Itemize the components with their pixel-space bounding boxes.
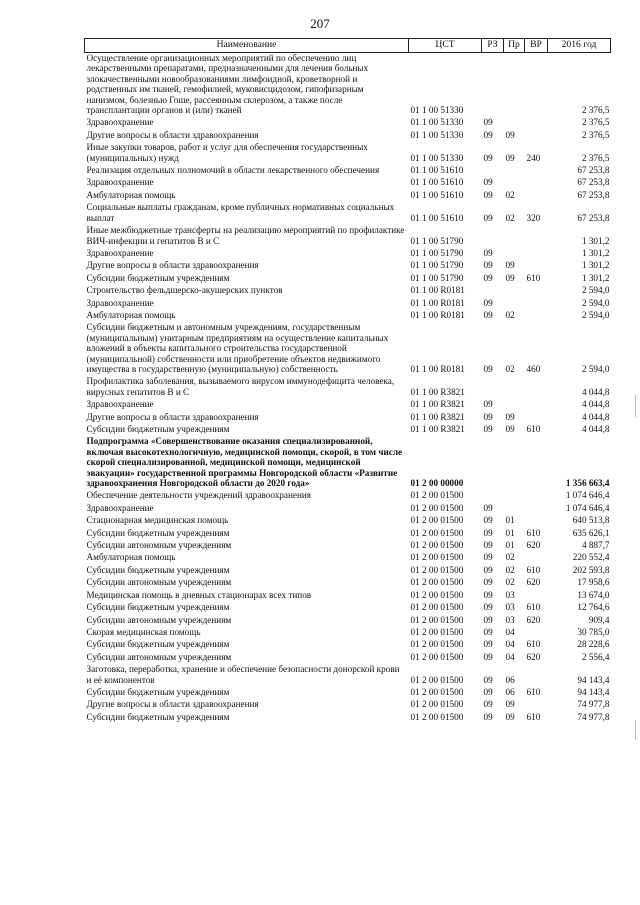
- cell-sum: 67 253,8: [577, 212, 610, 223]
- table-row: [85, 503, 611, 515]
- cell-name: Здравоохранение: [86, 502, 154, 513]
- cell-vr: [525, 699, 548, 711]
- cell-sum: 4 044,8: [581, 386, 610, 397]
- cell-rz: 09: [483, 711, 493, 722]
- cell-sum: 4 044,8: [581, 399, 610, 410]
- cell-cst: 01 2 00 01500: [410, 686, 464, 697]
- cell-cst: 01 2 00 01500: [410, 577, 464, 588]
- cell-cst: 01 2 00 01500: [410, 552, 464, 563]
- table-row: [85, 165, 611, 177]
- cell-cst: 01 1 00 51610: [410, 165, 464, 176]
- table-row: [85, 298, 611, 310]
- cell-cst: 01 1 00 R0181: [410, 363, 465, 374]
- cell-vr: [525, 165, 548, 177]
- cell-rz: 09: [483, 189, 493, 200]
- cell-cst: 01 1 00 51790: [410, 235, 464, 246]
- cell-cst: 01 1 00 51330: [410, 117, 464, 128]
- cell-pr: [504, 285, 525, 297]
- cell-pr: [504, 248, 525, 260]
- cell-rz: 09: [483, 589, 493, 600]
- cell-cst: 01 1 00 51790: [410, 260, 464, 271]
- cell-cst: 01 2 00 01500: [410, 711, 464, 722]
- page-number: 207: [310, 16, 330, 31]
- table-row: [85, 615, 611, 627]
- cell-vr: [525, 177, 548, 189]
- table-row: [85, 436, 611, 490]
- cell-pr: 03: [505, 602, 515, 613]
- cell-cst: 01 2 00 01500: [410, 502, 464, 513]
- cell-pr: [504, 490, 525, 502]
- cell-name: Реализация отдельных полномочий в области лекарственного обеспечения: [86, 165, 380, 176]
- cell-vr: [525, 515, 548, 527]
- cell-sum: 909,4: [588, 614, 610, 625]
- cell-name: Субсидии бюджетным учреждениям: [86, 711, 230, 722]
- cell-pr: [504, 177, 525, 189]
- cell-pr: [504, 298, 525, 310]
- cell-cst: 01 1 00 R3821: [410, 399, 465, 410]
- cell-rz: 09: [483, 686, 493, 697]
- cell-vr: 240: [526, 152, 541, 163]
- cell-rz: 09: [483, 260, 493, 271]
- cell-name: Подпрограмма «Совершенствование оказания специализированной, включая высокотехнологичную, медицинской помощи, скорой, в том числе скорой специализированной, медицинской помощи, медицинской эвакуации» государственной программы Новгородской области «Развитие здравоохранения Новгородской области до 2020 года»: [86, 436, 403, 489]
- cell-sum: 4 044,8: [581, 411, 610, 422]
- cell-name: Субсидии автономным учреждениям: [86, 540, 232, 551]
- header-name: Наименование: [85, 39, 409, 53]
- table-row: [85, 552, 611, 564]
- cell-pr: 01: [505, 527, 515, 538]
- cell-vr: [525, 552, 548, 564]
- cell-rz: [482, 436, 504, 490]
- cell-vr: 610: [526, 527, 541, 538]
- cell-cst: 01 2 00 01500: [410, 699, 464, 710]
- table-row: [85, 399, 611, 411]
- cell-sum: 1 301,2: [581, 272, 610, 283]
- cell-pr: 09: [505, 424, 515, 434]
- cell-pr: 09: [505, 411, 515, 422]
- cell-pr: [504, 503, 525, 515]
- cell-pr: 04: [505, 651, 515, 662]
- cell-pr: 02: [505, 212, 515, 223]
- cell-cst: 01 1 00 R3821: [410, 411, 465, 422]
- cell-vr: 460: [526, 363, 541, 374]
- cell-cst: 01 2 00 01500: [410, 639, 464, 650]
- cell-name: Субсидии бюджетным учреждениям: [86, 272, 230, 283]
- cell-rz: 09: [483, 212, 493, 223]
- table-row: [85, 490, 611, 502]
- cell-cst: 01 2 00 01500: [410, 527, 464, 538]
- table-row: [85, 627, 611, 639]
- cell-pr: 06: [505, 686, 515, 697]
- cell-sum: 2 376,5: [581, 152, 610, 163]
- cell-name: Субсидии бюджетным и автономным учреждениям, государственным (муниципальным) унитарным предприятиям на осуществление капитальных вложений в объекты капитального строительства государственной (муниципальной) собственности или приобретение объектов недвижимого имущества в государственную (муниципальную) собственность: [86, 322, 389, 374]
- cell-rz: 09: [483, 297, 493, 308]
- cell-sum: 220 552,4: [572, 552, 610, 563]
- cell-sum: 94 143,4: [577, 686, 610, 697]
- cell-pr: 09: [505, 711, 515, 722]
- cell-rz: 09: [483, 502, 493, 513]
- cell-vr: [525, 490, 548, 502]
- cell-cst: 01 1 00 51790: [410, 272, 464, 283]
- cell-cst: 01 1 00 51790: [410, 247, 464, 258]
- cell-name: Иные закупки товаров, работ и услуг для обеспечения государственных (муниципальных) нужд: [86, 142, 368, 163]
- cell-rz: 09: [483, 152, 493, 163]
- cell-cst: 01 2 00 01500: [410, 614, 464, 625]
- cell-sum: 1 301,2: [581, 247, 610, 258]
- cell-vr: 620: [526, 614, 541, 625]
- cell-name: Другие вопросы в области здравоохранения: [86, 411, 259, 422]
- cell-name: Скорая медицинская помощь: [86, 626, 201, 637]
- cell-vr: 610: [526, 686, 541, 697]
- cell-cst: 01 1 00 R0181: [410, 297, 465, 308]
- cell-name: Субсидии бюджетным учреждениям: [86, 686, 230, 697]
- cell-pr: 09: [505, 699, 515, 710]
- cell-sum: 2 594,0: [581, 285, 610, 296]
- cell-vr: [525, 627, 548, 639]
- cell-rz: 09: [483, 177, 493, 188]
- cell-sum: 12 764,6: [577, 602, 610, 613]
- cell-pr: 04: [505, 639, 515, 650]
- table-row: [85, 376, 611, 399]
- cell-pr: 03: [505, 614, 515, 625]
- cell-rz: 09: [483, 363, 493, 374]
- cell-cst: 01 2 00 01500: [410, 540, 464, 551]
- header-rz: РЗ: [482, 39, 504, 53]
- table-row: [85, 639, 611, 651]
- cell-vr: [525, 248, 548, 260]
- cell-rz: 09: [483, 309, 493, 320]
- cell-sum: 202 593,8: [572, 564, 610, 575]
- cell-pr: 02: [505, 552, 515, 563]
- header-vr: ВР: [525, 39, 548, 53]
- cell-vr: [525, 285, 548, 297]
- cell-vr: 620: [526, 577, 541, 588]
- scan-edge-mark: [635, 720, 636, 740]
- table-row: [85, 117, 611, 129]
- cell-cst: 01 1 00 51610: [410, 189, 464, 200]
- cell-pr: [504, 53, 525, 118]
- table-row: [85, 687, 611, 699]
- cell-sum: 13 674,0: [577, 589, 610, 600]
- cell-cst: 01 1 00 51610: [410, 177, 464, 188]
- cell-name: Здравоохранение: [86, 177, 154, 188]
- cell-cst: 01 2 00 01500: [410, 589, 464, 600]
- cell-pr: [504, 117, 525, 129]
- cell-vr: 610: [526, 639, 541, 650]
- table-row: [85, 602, 611, 614]
- cell-name: Иные межбюджетные трансферты на реализацию мероприятий по профилактике ВИЧ-инфекции и гепатитов В и С: [86, 225, 405, 246]
- cell-pr: 09: [505, 129, 515, 140]
- cell-name: Субсидии автономным учреждениям: [86, 614, 232, 625]
- cell-sum: 2 556,4: [581, 651, 610, 662]
- cell-name: Субсидии бюджетным учреждениям: [86, 602, 230, 613]
- cell-cst: 01 2 00 01500: [410, 602, 464, 613]
- table-row: [85, 273, 611, 285]
- cell-sum: 67 253,8: [577, 189, 610, 200]
- cell-pr: 02: [505, 564, 515, 575]
- cell-name: Субсидии бюджетным учреждениям: [86, 424, 230, 434]
- table-row: [85, 177, 611, 189]
- cell-rz: 09: [483, 699, 493, 710]
- table-row: [85, 225, 611, 248]
- cell-rz: [482, 285, 504, 297]
- table-row: [85, 664, 611, 687]
- cell-name: Осуществление организационных мероприятий по обеспечению лиц лекарственными препаратами, предназначенными для лечения больных злокачественными новообразованиями лимфоидной, кроветворной и родственных им тканей, гемофилией, муковисцидозом, гипофизарным нанизмом, болезнью Гоше, рассеянным склерозом, а также после трансплантации органов и (или) тканей: [86, 53, 369, 116]
- cell-sum: 67 253,8: [577, 165, 610, 176]
- cell-rz: 09: [483, 577, 493, 588]
- cell-rz: 09: [483, 602, 493, 613]
- cell-vr: 620: [526, 651, 541, 662]
- table-row: [85, 699, 611, 711]
- cell-name: Здравоохранение: [86, 399, 154, 410]
- cell-vr: [525, 376, 548, 399]
- cell-vr: 610: [526, 424, 541, 434]
- cell-cst: 01 1 00 51330: [410, 105, 464, 116]
- header-cst: ЦСТ: [409, 39, 482, 53]
- cell-cst: 01 1 00 R3821: [410, 424, 465, 434]
- cell-rz: [482, 225, 504, 248]
- cell-pr: [504, 165, 525, 177]
- cell-rz: 09: [483, 515, 493, 526]
- table-row: [85, 260, 611, 272]
- cell-name: Субсидии бюджетным учреждениям: [86, 564, 230, 575]
- cell-name: Другие вопросы в области здравоохранения: [86, 260, 259, 271]
- cell-rz: 09: [483, 651, 493, 662]
- header-pr: Пр: [504, 39, 525, 53]
- cell-pr: 02: [505, 309, 515, 320]
- cell-vr: 620: [526, 540, 541, 551]
- table-row: [85, 577, 611, 589]
- cell-name: Здравоохранение: [86, 247, 154, 258]
- cell-rz: 09: [483, 129, 493, 140]
- cell-vr: [525, 298, 548, 310]
- cell-name: Субсидии бюджетным учреждениям: [86, 527, 230, 538]
- cell-sum: 2 376,5: [581, 105, 610, 116]
- cell-cst: 01 2 00 00000: [410, 478, 464, 489]
- cell-sum: 28 228,6: [577, 639, 610, 650]
- cell-name: Амбулаторная помощь: [86, 552, 176, 563]
- cell-sum: 2 594,0: [581, 297, 610, 308]
- cell-vr: 610: [526, 602, 541, 613]
- cell-rz: 09: [483, 424, 493, 434]
- cell-sum: 2 376,5: [581, 117, 610, 128]
- cell-cst: 01 1 00 R0181: [410, 309, 465, 320]
- cell-sum: 17 958,6: [577, 577, 610, 588]
- cell-pr: 09: [505, 152, 515, 163]
- cell-sum: 1 301,2: [581, 235, 610, 246]
- cell-pr: 02: [505, 363, 515, 374]
- cell-cst: 01 2 00 01500: [410, 515, 464, 526]
- cell-sum: 30 785,0: [577, 626, 610, 637]
- cell-name: Здравоохранение: [86, 297, 154, 308]
- cell-rz: 09: [483, 411, 493, 422]
- cell-vr: [525, 664, 548, 687]
- cell-vr: 610: [526, 564, 541, 575]
- cell-rz: 09: [483, 552, 493, 563]
- cell-name: Обеспечение деятельности учреждений здравоохранения: [86, 490, 312, 501]
- table-row: [85, 590, 611, 602]
- table-row: [85, 540, 611, 552]
- cell-rz: 09: [483, 399, 493, 410]
- cell-name: Стационарная медицинская помощь: [86, 515, 229, 526]
- cell-rz: [482, 490, 504, 502]
- table-row: [85, 424, 611, 436]
- cell-rz: [482, 53, 504, 118]
- cell-pr: [504, 225, 525, 248]
- cell-vr: 610: [526, 711, 541, 722]
- cell-sum: 2 376,5: [581, 129, 610, 140]
- cell-rz: 09: [483, 614, 493, 625]
- cell-rz: 09: [483, 540, 493, 551]
- cell-name: Амбулаторная помощь: [86, 309, 176, 320]
- table-row: [85, 712, 611, 724]
- cell-sum: 1 356 663,4: [565, 478, 610, 489]
- table-row: [85, 202, 611, 225]
- table-row: [85, 652, 611, 664]
- cell-name: Субсидии бюджетным учреждениям: [86, 639, 230, 650]
- cell-rz: 09: [483, 626, 493, 637]
- cell-name: Профилактика заболевания, вызываемого вирусом иммунодефицита человека, вирусных гепатитов В и С: [86, 376, 395, 397]
- cell-pr: 03: [505, 589, 515, 600]
- cell-name: Другие вопросы в области здравоохранения: [86, 129, 259, 140]
- cell-cst: 01 1 00 51330: [410, 152, 464, 163]
- table-header-row: [85, 39, 611, 53]
- cell-name: Медицинская помощь в дневных стационарах всех типов: [86, 589, 312, 600]
- cell-vr: 320: [526, 212, 541, 223]
- cell-name: Субсидии автономным учреждениям: [86, 651, 232, 662]
- cell-vr: [525, 590, 548, 602]
- table-row: [85, 322, 611, 376]
- table-row: [85, 142, 611, 165]
- cell-sum: 4 044,8: [581, 424, 610, 434]
- cell-sum: 74 977,8: [577, 699, 610, 710]
- cell-cst: 01 2 00 01500: [410, 651, 464, 662]
- table-row: [85, 130, 611, 142]
- cell-rz: 09: [483, 272, 493, 283]
- cell-pr: 09: [505, 260, 515, 271]
- cell-vr: [525, 53, 548, 118]
- cell-pr: 04: [505, 626, 515, 637]
- table-row: [85, 515, 611, 527]
- table-row: [85, 310, 611, 322]
- scan-edge-mark: [635, 395, 636, 417]
- cell-rz: [482, 165, 504, 177]
- cell-pr: [504, 399, 525, 411]
- cell-vr: [525, 310, 548, 322]
- cell-pr: 01: [505, 515, 515, 526]
- cell-sum: 94 143,4: [577, 674, 610, 685]
- cell-rz: 09: [483, 639, 493, 650]
- cell-vr: 610: [526, 272, 541, 283]
- table-row: [85, 528, 611, 540]
- cell-cst: 01 1 00 R0181: [410, 285, 465, 296]
- table-row: [85, 248, 611, 260]
- cell-rz: 09: [483, 564, 493, 575]
- cell-cst: 01 2 00 01500: [410, 626, 464, 637]
- table-row: [85, 285, 611, 297]
- cell-vr: [525, 436, 548, 490]
- cell-vr: [525, 117, 548, 129]
- cell-sum: 67 253,8: [577, 177, 610, 188]
- cell-vr: [525, 503, 548, 515]
- cell-name: Строительство фельдшерско-акушерских пунктов: [86, 285, 283, 296]
- cell-pr: 02: [505, 577, 515, 588]
- cell-sum: 74 977,8: [577, 711, 610, 722]
- table-row: [85, 412, 611, 424]
- cell-rz: 09: [483, 247, 493, 258]
- cell-cst: 01 1 00 51330: [410, 129, 464, 140]
- cell-pr: [504, 376, 525, 399]
- cell-sum: 2 594,0: [581, 309, 610, 320]
- cell-vr: [525, 225, 548, 248]
- cell-vr: [525, 412, 548, 424]
- cell-pr: 01: [505, 540, 515, 551]
- cell-cst: 01 1 00 51610: [410, 212, 464, 223]
- cell-sum: 635 626,1: [572, 527, 610, 538]
- table-row: [85, 53, 611, 118]
- cell-cst: 01 2 00 01500: [410, 674, 464, 685]
- cell-pr: 06: [505, 674, 515, 685]
- cell-cst: 01 2 00 01500: [410, 564, 464, 575]
- cell-rz: 09: [483, 527, 493, 538]
- cell-cst: 01 2 00 01500: [410, 490, 464, 501]
- cell-name: Заготовка, переработка, хранение и обеспечение безопасности донорской крови и её компонентов: [86, 664, 400, 685]
- cell-sum: 1 301,2: [581, 260, 610, 271]
- header-year: 2016 год: [548, 39, 611, 53]
- cell-name: Амбулаторная помощь: [86, 189, 176, 200]
- table-row: [85, 565, 611, 577]
- cell-sum: 1 074 646,4: [565, 502, 610, 513]
- cell-sum: 4 887,7: [581, 540, 610, 551]
- cell-name: Социальные выплаты гражданам, кроме публичных нормативных социальных выплат: [86, 202, 395, 223]
- cell-rz: [482, 376, 504, 399]
- cell-name: Субсидии автономным учреждениям: [86, 577, 232, 588]
- cell-vr: [525, 260, 548, 272]
- cell-rz: 09: [483, 117, 493, 128]
- cell-sum: 2 594,0: [581, 363, 610, 374]
- cell-pr: 02: [505, 189, 515, 200]
- cell-pr: 09: [505, 272, 515, 283]
- table-row: [85, 190, 611, 202]
- cell-name: Здравоохранение: [86, 117, 154, 128]
- budget-table: [84, 38, 611, 724]
- cell-pr: [504, 436, 525, 490]
- cell-vr: [525, 190, 548, 202]
- cell-vr: [525, 130, 548, 142]
- cell-sum: 1 074 646,4: [565, 490, 610, 501]
- cell-cst: 01 1 00 R3821: [410, 386, 465, 397]
- cell-sum: 640 513,8: [572, 515, 610, 526]
- cell-rz: 09: [483, 674, 493, 685]
- cell-name: Другие вопросы в области здравоохранения: [86, 699, 259, 710]
- cell-vr: [525, 399, 548, 411]
